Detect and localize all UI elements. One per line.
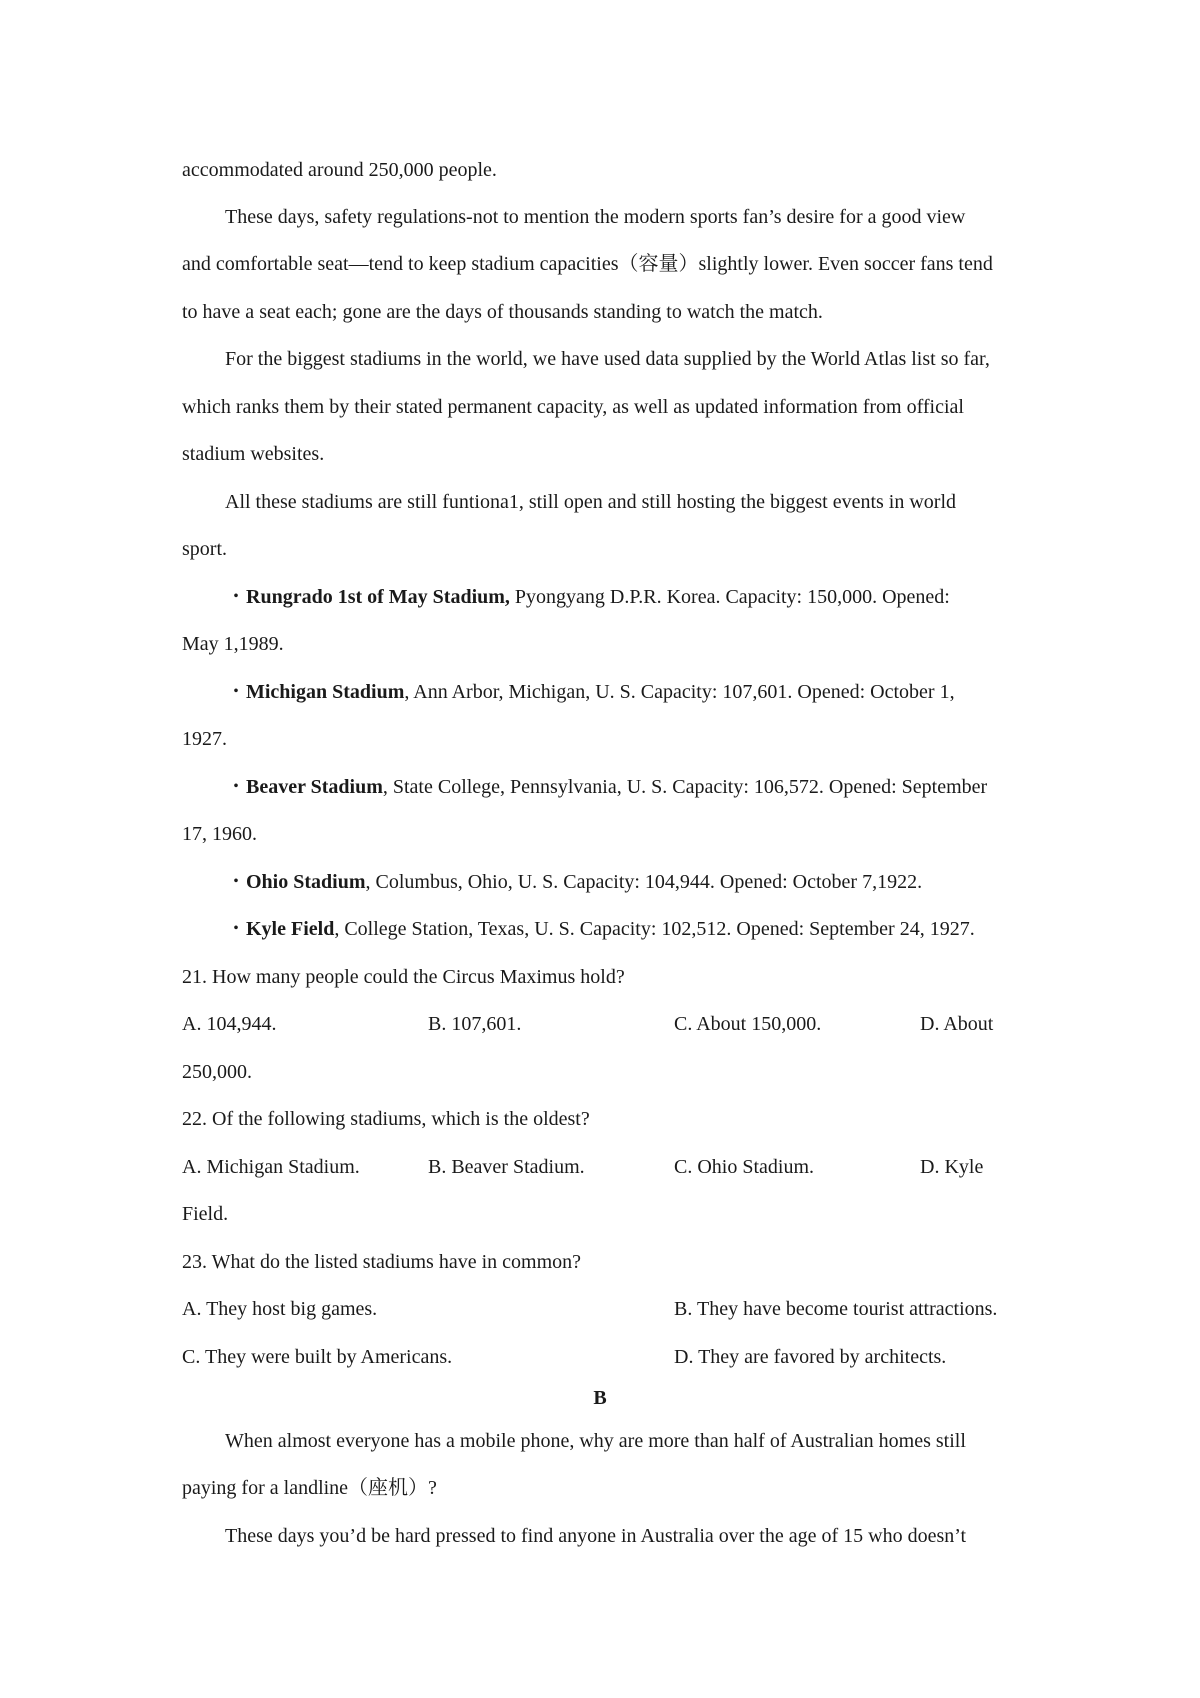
option-d: D. They are favored by architects. [674, 1346, 947, 1368]
bullet: ・ [226, 871, 246, 893]
paragraph-line: All these stadiums are still funtiona1, still open and still hosting the biggest events in world [225, 491, 957, 513]
option-d: D. Kyle [920, 1156, 984, 1178]
stadium-details: , College Station, Texas, U. S. Capacity: 102,512. Opened: September 24, 1927. [334, 918, 975, 940]
stadium-item [226, 917, 975, 941]
paragraph-line: sport. [182, 538, 227, 560]
option-b: B. 107,601. [428, 1013, 522, 1035]
question-stem: 23. What do the listed stadiums have in common? [182, 1251, 582, 1273]
paragraph-line: These days you’d be hard pressed to find anyone in Australia over the age of 15 who doesn’t [225, 1525, 967, 1547]
stadium-item [226, 870, 922, 894]
stadium-details: Pyongyang D.P.R. Korea. Capacity: 150,000. Opened: [509, 586, 950, 608]
stadium-item-continuation: 1927. [182, 728, 227, 750]
paragraph-line: These days, safety regulations-not to mention the modern sports fan’s desire for a good view [225, 206, 966, 228]
section-heading: B [593, 1387, 607, 1409]
bullet: ・ [226, 586, 246, 608]
option-c: C. Ohio Stadium. [674, 1156, 815, 1178]
paragraph-line: For the biggest stadiums in the world, we have used data supplied by the World Atlas list so far, [225, 348, 990, 370]
option-a: A. They host big games. [182, 1298, 378, 1320]
stadium-name: Rungrado 1st of May Stadium, [246, 586, 510, 608]
stadium-details: , Ann Arbor, Michigan, U. S. Capacity: 107,601. Opened: October 1, [404, 681, 955, 703]
option-d: D. About [920, 1013, 994, 1035]
option-d-wrap: Field. [182, 1203, 229, 1225]
stadium-details: , Columbus, Ohio, U. S. Capacity: 104,944. Opened: October 7,1922. [365, 871, 923, 893]
paragraph-line: When almost everyone has a mobile phone, why are more than half of Australian homes still [225, 1430, 966, 1452]
stadium-name: Beaver Stadium [246, 776, 383, 798]
paragraph-line: and comfortable seat—tend to keep stadium capacities（容量）slightly lower. Even soccer fans tend [182, 253, 993, 275]
stadium-details: , State College, Pennsylvania, U. S. Capacity: 106,572. Opened: September [382, 776, 988, 798]
paragraph-line: stadium websites. [182, 443, 325, 465]
question-stem: 22. Of the following stadiums, which is the oldest? [182, 1108, 590, 1130]
stadium-name: Kyle Field [246, 918, 335, 940]
paragraph-line: accommodated around 250,000 people. [182, 159, 497, 181]
stadium-item-continuation: May 1,1989. [182, 633, 284, 655]
paragraph-line: to have a seat each; gone are the days of thousands standing to watch the match. [182, 301, 823, 323]
option-c: C. About 150,000. [674, 1013, 822, 1035]
option-b: B. Beaver Stadium. [428, 1156, 585, 1178]
stadium-item-continuation: 17, 1960. [182, 823, 257, 845]
bullet: ・ [226, 681, 246, 703]
option-d-wrap: 250,000. [182, 1061, 252, 1083]
paragraph-line: paying for a landline（座机）? [182, 1477, 437, 1499]
stadium-item [226, 775, 987, 799]
stadium-item [226, 680, 955, 704]
option-a: A. 104,944. [182, 1013, 277, 1035]
paragraph-line: which ranks them by their stated permanent capacity, as well as updated information from official [182, 396, 964, 418]
option-a: A. Michigan Stadium. [182, 1156, 360, 1178]
bullet: ・ [226, 918, 246, 940]
option-c: C. They were built by Americans. [182, 1346, 453, 1368]
bullet: ・ [226, 776, 246, 798]
question-stem: 21. How many people could the Circus Maximus hold? [182, 966, 625, 988]
stadium-name: Michigan Stadium [246, 681, 405, 703]
stadium-name: Ohio Stadium [246, 871, 366, 893]
stadium-item [226, 585, 950, 609]
option-b: B. They have become tourist attractions. [674, 1298, 998, 1320]
